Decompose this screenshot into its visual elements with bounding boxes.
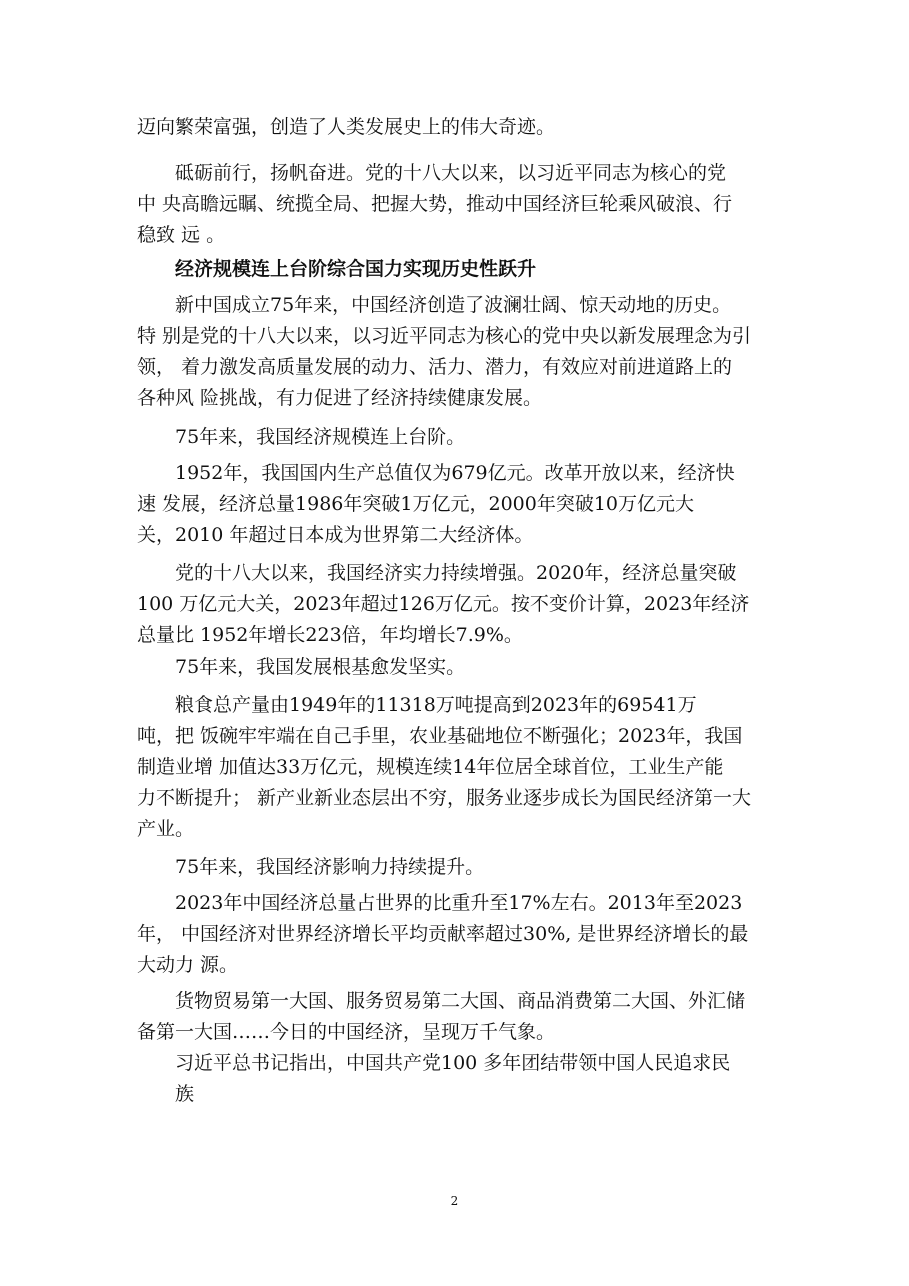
text-line: 75年来，我国经济规模连上台阶。 <box>175 426 466 448</box>
text-line: 100 万亿元大关，2023年超过126万亿元。按不变价计算，2023年经济 <box>137 593 750 615</box>
text-line: 党的十八大以来，我国经济实力持续增强。2020年，经济总量突破 <box>175 562 737 584</box>
paragraph-11 <box>137 986 777 1048</box>
text-line: 制造业增 加值达33万亿元，规模连续14年位居全球首位，工业生产能 <box>137 756 724 778</box>
text-line: 领， 着力激发高质量发展的动力、活力、潜力，有效应对前进道路上的 <box>137 356 733 378</box>
text-line: 75年来，我国经济影响力持续提升。 <box>175 856 485 878</box>
paragraph-2 <box>137 158 777 251</box>
text-line: 关，2010 年超过日本成为世界第二大经济体。 <box>137 524 534 546</box>
text-line: 1952年，我国国内生产总值仅为679亿元。改革开放以来，经济快 <box>175 462 735 484</box>
text-line: 年， 中国经济对世界经济增长平均贡献率超过30%, 是世界经济增长的最 <box>137 923 749 945</box>
section-heading: 经济规模连上台阶综合国力实现历史性跃升 <box>175 258 537 280</box>
paragraph-5 <box>137 458 777 551</box>
paragraph-1 <box>137 112 777 143</box>
text-line: 习近平总书记指出，中国共产党100 多年团结带领中国人民追求民 <box>175 1052 731 1074</box>
text-line: 75年来，我国发展根基愈发坚实。 <box>175 656 466 678</box>
text-line: 迈向繁荣富强，创造了人类发展史上的伟大奇迹。 <box>137 116 556 138</box>
paragraph-9 <box>175 852 775 883</box>
paragraph-8 <box>137 690 777 845</box>
paragraph-12 <box>175 1048 775 1110</box>
text-line: 砥砺前行，扬帆奋进。党的十八大以来，以习近平同志为核心的党 <box>175 162 727 184</box>
text-line: 各种风 险挑战，有力促进了经济持续健康发展。 <box>137 387 543 409</box>
text-line: 力不断提升； 新产业新业态层出不穷，服务业逐步成长为国民经济第一大 <box>137 787 752 809</box>
text-line: 速 发展，经济总量1986年突破1万亿元，2000年突破10万亿元大 <box>137 493 695 515</box>
text-line: 族 <box>175 1083 195 1105</box>
text-line: 稳致 远 。 <box>137 224 226 246</box>
paragraph-7 <box>175 652 775 683</box>
text-line: 2023年中国经济总量占世界的比重升至17%左右。2013年至2023 <box>175 892 743 914</box>
text-line: 大动力 源。 <box>137 954 239 976</box>
paragraph-6 <box>137 558 777 651</box>
text-line: 备第一大国……今日的中国经济，呈现万千气象。 <box>137 1021 556 1043</box>
paragraph-10 <box>137 888 777 981</box>
paragraph-4 <box>175 422 775 453</box>
text-line: 中 央高瞻远瞩、统揽全局、把握大势，推动中国经济巨轮乘风破浪、行 <box>137 193 733 215</box>
text-line: 吨，把 饭碗牢牢端在自己手里，农业基础地位不断强化；2023年，我国 <box>137 725 743 747</box>
text-line: 特 别是党的十八大以来，以习近平同志为核心的党中央以新发展理念为引 <box>137 325 752 347</box>
text-line: 新中国成立75年来，中国经济创造了波澜壮阔、惊天动地的历史。 <box>175 294 732 316</box>
text-line: 货物贸易第一大国、服务贸易第二大国、商品消费第二大国、外汇储 <box>175 990 746 1012</box>
text-line: 粮食总产量由1949年的11318万吨提高到2023年的69541万 <box>175 694 697 716</box>
paragraph-3 <box>137 290 777 414</box>
text-line: 产业。 <box>137 818 195 840</box>
text-line: 总量比 1952年增长223倍，年均增长7.9%。 <box>137 624 523 646</box>
page-number: 2 <box>450 1194 459 1208</box>
